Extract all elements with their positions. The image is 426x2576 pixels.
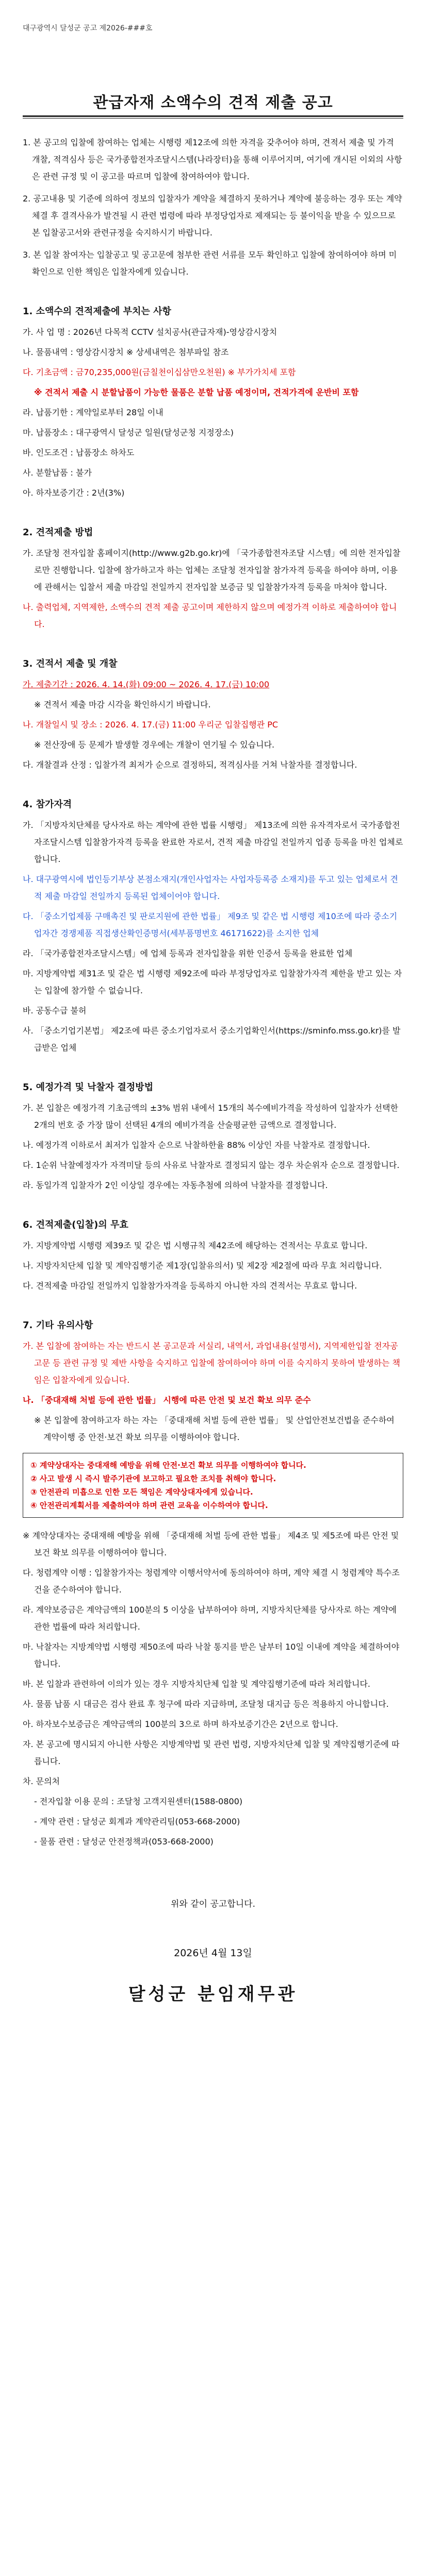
section-item: 나. 물품내역 : 영상감시장치 ※ 상세내역은 첨부파일 참조	[23, 347, 229, 357]
section-item: 바. 본 입찰과 관련하여 이의가 있는 경우 지방자치단체 입찰 및 계약집행기준에 따라 처리합니다.	[23, 1679, 370, 1689]
section-item: 나. 예정가격 이하로서 최저가 입찰자 순으로 낙찰하한율 88% 이상인 자를 낙찰자로 결정합니다.	[23, 1140, 370, 1150]
section-item: 가. 사 업 명 : 2026년 다목적 CCTV 설치공사(관급자재)-영상감시장치	[23, 327, 277, 337]
section-body	[23, 1237, 403, 1294]
announcement-date: 2026년 4월 13일	[174, 1947, 252, 1959]
section-item: 다. 개찰결과 산정 : 입찰가격 최저가 순으로 결정하되, 적격심사를 거쳐 낙찰자를 결정합니다.	[23, 760, 357, 770]
opening-date: 나. 개찰일시 및 장소 : 2026. 4. 17.(금) 11:00 우리군 입찰집행관 PC	[23, 720, 278, 730]
section-item: 마. 지방계약법 제31조 및 같은 법 시행령 제92조에 따라 부정당업자로 입찰참가자격 제한을 받고 있는 자는 입찰에 참가할 수 없습니다.	[23, 969, 402, 995]
section-item: ※ 계약상대자는 중대재해 예방을 위해 「중대재해 처벌 등에 관한 법률」 제4조 및 제5조에 따른 안전 및 보건 확보 의무를 이행하여야 합니다.	[23, 1531, 399, 1557]
section-item: 마. 낙찰자는 지방계약법 시행령 제50조에 따라 낙찰 통지를 받은 날부터 10일 이내에 계약을 체결하여야 합니다.	[23, 1642, 400, 1669]
section-item: 차. 문의처	[23, 1776, 60, 1786]
document-number: 대구광역시 달성군 공고 제2026-###호	[23, 24, 153, 32]
extra-items	[23, 1527, 403, 1850]
section-body	[23, 1099, 403, 1194]
section-item: 바. 공동수급 불허	[23, 1006, 87, 1015]
contact-line: - 물품 관련 : 달성군 안전정책과(053-668-2000)	[34, 1837, 214, 1846]
closing-statement: 위와 같이 공고합니다.	[170, 1899, 255, 1909]
section-item: 가. 「지방자치단체를 당사자로 하는 계약에 관한 법률 시행령」 제13조에 의한 유자격자로서 국가종합전자조달시스템 입찰참가자격 등록을 완료한 자로서, 견적 제출 마감일 전일까지 업종 등록을 마친 업체로 합니다.	[23, 820, 403, 864]
intro-paragraph: 2. 공고내용 및 기준에 의하여 정보의 입찰자가 계약을 체결하지 못하거나 계약에 불응하는 경우 또는 계약체결 후 결격사유가 발견될 시 관련 법령에 따라 부정당업자로 제재되는 등 불이익을 받을 수 있으므로 본 입찰공고서와 관련규정을 숙지하시기 바랍니다.	[23, 194, 402, 238]
section-item: 사. 「중소기업기본법」 제2조에 따른 중소기업자로서 중소기업확인서(https://sminfo.mss.go.kr)를 발급받은 업체	[23, 1026, 401, 1053]
safety-note-box	[23, 1453, 403, 1518]
section-item: 아. 하자보수보증금은 계약금액의 100분의 3으로 하며 하자보증기간은 2년으로 합니다.	[23, 1719, 338, 1729]
contact-line: - 전자입찰 이용 문의 : 조달청 고객지원센터(1588-0800)	[34, 1797, 243, 1806]
intro-paragraph: 3. 본 입찰 참여자는 입찰공고 및 공고문에 첨부한 관련 서류를 모두 확인하고 입찰에 참여하여야 하며 미확인으로 인한 책임은 입찰자에게 있습니다.	[23, 250, 397, 277]
section-item: 라. 납품기한 : 계약일로부터 28일 이내	[23, 408, 163, 417]
issuer-name: 달성군 분임재무관	[128, 1984, 298, 2005]
section-title: 5. 예정가격 및 낙찰자 결정방법	[23, 1082, 154, 1093]
intro-paragraph: 1. 본 공고의 입찰에 참여하는 업체는 시행령 제12조에 의한 자격을 갖추어야 하며, 견적서 제출 및 가격 개찰, 적격심사 등은 국가종합전자조달시스템(나라장터)을 통해 이루어지며, 여기에 개시된 이외의 사항은 관련 규정 및 이 공고를 따르며 입찰에 참여하여야 합니다.	[23, 138, 402, 181]
submission-period: 가. 제출기간 : 2026. 4. 14.(화) 09:00 ~ 2026. 4. 17.(금) 10:00	[23, 680, 270, 689]
section-note: ※ 견적서 제출 시 분할납품이 가능한 물품은 분할 납품 예정이며, 견적가격에 운반비 포함	[34, 387, 359, 397]
contact-line: - 계약 관련 : 달성군 회계과 계약관리팀(053-668-2000)	[34, 1817, 240, 1826]
section-title: 6. 견적제출(입찰)의 무효	[23, 1219, 128, 1230]
section-item: 라. 「국가종합전자조달시스템」에 업체 등록과 전자입찰을 위한 인증서 등록을 완료한 업체	[23, 948, 353, 958]
section-item: 나. 지방자치단체 입찰 및 계약집행기준 제1장(입찰유의서) 및 제2장 제2절에 따라 무효 처리합니다.	[23, 1261, 382, 1270]
section-title: 4. 참가자격	[23, 799, 72, 810]
section-item: 아. 하자보증기간 : 2년(3%)	[23, 488, 125, 498]
section-item: 가. 본 입찰은 예정가격 기초금액의 ±3% 범위 내에서 15개의 복수예비가격을 작성하여 입찰자가 선택한 2개의 번호 중 가장 많이 선택된 4개의 예비가격을 산술평균한 금액으로 결정합니다.	[23, 1103, 399, 1130]
section-item-highlighted: 다. 기초금액 : 금70,235,000원(금칠천이십삼만오천원) ※ 부가가치세 포함	[23, 367, 296, 377]
section-item-highlighted: 나. 출력업체, 지역제한, 소액수의 견적 제출 공고이며 제한하지 않으며 예정가격 이하로 제출하여야 합니다.	[23, 602, 397, 629]
section-item: 가. 조달청 전자입찰 홈페이지(http://www.g2b.go.kr)에 「국가종합전자조달 시스템」에 의한 전자입찰로만 진행합니다. 입찰에 참가하고자 하는 업체는 조달청 전자입찰 참가자격 등록을 하여야 하며, 이용에 관해서는 입찰서 제출 마감일 전일까지 전자입찰 보증금 및 입찰참가자격 등록을 마쳐야 합니다.	[23, 548, 401, 592]
section-item-highlighted: 나. 대구광역시에 법인등기부상 본점소재지(개인사업자는 사업자등록증 소재지)를 두고 있는 업체로서 견적 제출 마감일 전일까지 등록된 업체이어야 합니다.	[23, 874, 398, 901]
section-title: 3. 견적서 제출 및 개찰	[23, 658, 118, 669]
section-item: 다. 1순위 낙찰예정자가 자격미달 등의 사유로 낙찰자로 결정되지 않는 경우 차순위자 순으로 결정합니다.	[23, 1160, 400, 1170]
section-item: 라. 계약보증금은 계약금액의 100분의 5 이상을 납부하여야 하며, 지방자치단체를 당사자로 하는 계약에 관한 법률에 따라 처리합니다.	[23, 1605, 397, 1632]
section-item: 사. 분할납품 : 불가	[23, 468, 92, 478]
intro-section	[23, 134, 403, 280]
note-line: ② 사고 발생 시 즉시 발주기관에 보고하고 필요한 조치를 취해야 합니다.	[30, 1474, 276, 1483]
section-note: ※ 견적서 제출 마감 시각을 확인하시기 바랍니다.	[34, 700, 211, 709]
section-item-highlighted: 나. 「중대재해 처벌 등에 관한 법률」 시행에 따른 안전 및 보건 확보 의무 준수	[23, 1395, 311, 1405]
section-item: 바. 인도조건 : 납품장소 하차도	[23, 448, 135, 457]
section-note: ※ 전산장애 등 문제가 발생할 경우에는 개찰이 연기될 수 있습니다.	[34, 740, 275, 750]
section-title: 7. 기타 유의사항	[23, 1320, 93, 1331]
section-body	[23, 545, 403, 633]
section-item-highlighted: 다. 「중소기업제품 구매촉진 및 판로지원에 관한 법률」 제9조 및 같은 법 시행령 제10조에 따라 중소기업자간 경쟁제품 직접생산확인증명서(세부품명번호 46171622)를 소지한 업체	[23, 911, 398, 938]
title-rule	[23, 115, 403, 117]
section-item: 라. 동일가격 입찰자가 2인 이상일 경우에는 자동추첨에 의하여 낙찰자를 결정합니다.	[23, 1180, 328, 1190]
section-item: 가. 지방계약법 시행령 제39조 및 같은 법 시행규칙 제42조에 해당하는 견적서는 무효로 합니다.	[23, 1241, 368, 1250]
section-item: 사. 물품 납품 시 대금은 검사 완료 후 청구에 따라 지급하며, 조달청 대지급 등은 적용하지 아니합니다.	[23, 1699, 389, 1709]
note-line: ④ 안전관리계획서를 제출하여야 하며 관련 교육을 이수하여야 합니다.	[30, 1501, 268, 1510]
section-title: 2. 견적제출 방법	[23, 527, 93, 538]
note-line: ① 계약상대자는 중대재해 예방을 위해 안전·보건 확보 의무를 이행하여야 합니다.	[30, 1461, 306, 1470]
section-title: 1. 소액수의 견적제출에 부치는 사항	[23, 306, 171, 317]
section-item: 다. 청렴계약 이행 : 입찰참가자는 청렴계약 이행서약서에 동의하여야 하며, 계약 체결 시 청렴계약 특수조건을 준수하여야 합니다.	[23, 1568, 400, 1595]
section-item: 다. 견적제출 마감일 전일까지 입찰참가자격을 등록하지 아니한 자의 견적서는 무효로 합니다.	[23, 1281, 357, 1291]
note-line: ③ 안전관리 미흡으로 인한 모든 책임은 계약상대자에게 있습니다.	[30, 1487, 253, 1497]
section-item-highlighted: 가. 본 입찰에 참여하는 자는 반드시 본 공고문과 서실리, 내역서, 과업내용(설명서), 지역제한입찰 전자공고문 등 관련 규정 및 제반 사항을 숙지하고 입찰에 참여하여야 하며 이를 숙지하지 못하여 발생하는 책임은 입찰자에게 있습니다.	[23, 1341, 400, 1385]
section-body	[23, 324, 403, 501]
section-note: ※ 본 입찰에 참여하고자 하는 자는 「중대재해 처벌 등에 관한 법률」 및 산업안전보건법을 준수하여 계약이행 중 안전·보건 확보 의무를 이행하여야 합니다.	[34, 1415, 395, 1442]
section-item: 마. 납품장소 : 대구광역시 달성군 일원(달성군청 지정장소)	[23, 428, 234, 437]
document-title: 관급자재 소액수의 견적 제출 공고	[93, 94, 333, 112]
section-body	[23, 817, 403, 1056]
section-body	[23, 676, 403, 773]
section-item: 자. 본 공고에 명시되지 아니한 사항은 지방계약법 및 관련 법령, 지방자치단체 입찰 및 계약집행기준에 따릅니다.	[23, 1739, 400, 1766]
section-body	[23, 1337, 403, 1446]
